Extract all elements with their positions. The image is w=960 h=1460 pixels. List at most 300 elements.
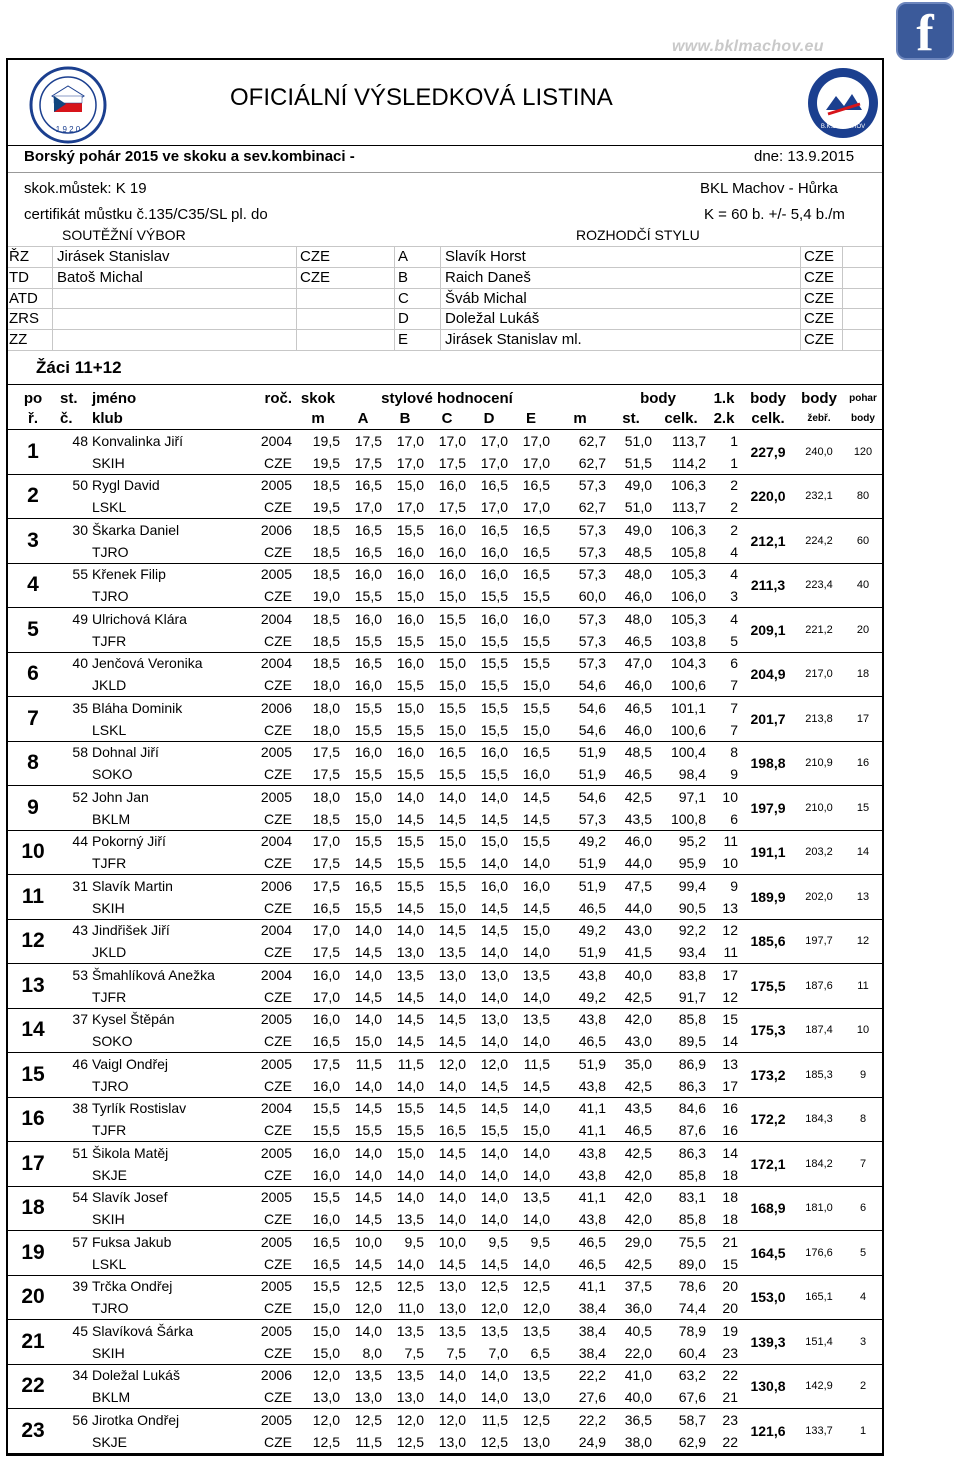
round2-value: 42,0	[608, 1208, 654, 1230]
ladder-points: 176,6	[796, 1231, 842, 1276]
round1-value: 14,5	[438, 1011, 466, 1028]
nationality: CZE	[242, 719, 294, 741]
start-number: 51	[72, 1144, 88, 1161]
round2-value: 19,0	[294, 585, 342, 607]
round2-value: 8,0	[342, 1342, 384, 1364]
round2-value: 14,0	[510, 941, 552, 963]
round2-value: 54,6	[552, 719, 608, 741]
round2-value: 46,0	[608, 585, 654, 607]
blank-cell	[58, 1431, 90, 1453]
hdr-c: C	[426, 409, 468, 430]
round2-value: 17,0	[384, 496, 426, 518]
competitor-name: Jenčová Veronika	[92, 655, 203, 672]
round1-value: 40,0	[624, 966, 652, 983]
round1-value: 43,8	[578, 966, 606, 983]
hdr-m2: m	[552, 409, 608, 430]
start-number: 37	[72, 1011, 88, 1028]
round1-value: 12	[722, 922, 738, 939]
round2-value: 51,9	[552, 763, 608, 785]
round1-value: 15	[722, 1011, 738, 1028]
round2-value: 46,5	[608, 1119, 654, 1141]
result-row	[8, 1097, 884, 1119]
round1-value: 14	[722, 1144, 738, 1161]
place: 5	[8, 608, 58, 653]
competitor-name: Slavík Josef	[92, 1189, 168, 1206]
round1-value: 14,0	[480, 1367, 508, 1384]
round2-value: 6,5	[510, 1342, 552, 1364]
result-row	[8, 430, 884, 452]
round2-value: 15,0	[384, 585, 426, 607]
round1-value: 42,5	[624, 788, 652, 805]
blank-cell	[58, 496, 90, 518]
round1-value: 46,0	[624, 833, 652, 850]
round2-value: 14,5	[384, 808, 426, 830]
round1-value: 16,0	[480, 744, 508, 761]
total-points: 153,0	[740, 1275, 796, 1320]
start-number: 57	[72, 1233, 88, 1250]
round2-value: 11	[708, 941, 740, 963]
round1-value: 51,0	[624, 432, 652, 449]
round2-value: 17,0	[384, 452, 426, 474]
committee-name: Batoš Michal	[57, 269, 143, 286]
nationality: CZE	[242, 1386, 294, 1408]
round1-value: 15,0	[522, 922, 550, 939]
round1-value: 14,5	[438, 922, 466, 939]
round1-value: 84,6	[678, 1100, 706, 1117]
birth-year: 2006	[260, 877, 292, 894]
cup-points: 1	[842, 1409, 884, 1454]
round2-value: 14,5	[510, 1075, 552, 1097]
round2-value: 17,5	[426, 452, 468, 474]
ladder-points: 210,0	[796, 786, 842, 831]
club-name: JKLD	[90, 674, 242, 696]
ladder-points: 184,2	[796, 1142, 842, 1187]
nationality: CZE	[242, 808, 294, 830]
round1-value: 16,5	[522, 566, 550, 583]
round1-value: 16,5	[438, 744, 466, 761]
result-row	[8, 830, 884, 852]
round2-value: 15,5	[510, 630, 552, 652]
round1-value: 15,5	[396, 1100, 424, 1117]
round1-value: 83,8	[678, 966, 706, 983]
club-name: TJRO	[90, 1297, 242, 1319]
round2-value: 15,5	[384, 674, 426, 696]
round1-value: 12,5	[396, 1278, 424, 1295]
round1-value: 15,0	[396, 1144, 424, 1161]
total-points: 191,1	[740, 830, 796, 875]
round2-value: 6	[708, 808, 740, 830]
place: 15	[8, 1053, 58, 1098]
birth-year: 2005	[260, 1011, 292, 1028]
blank-cell	[58, 808, 90, 830]
round1-value: 12,5	[354, 1278, 382, 1295]
round2-value: 17,0	[468, 452, 510, 474]
cup-points: 10	[842, 1008, 884, 1053]
hdr-jmeno: jméno	[92, 390, 137, 407]
round1-value: 13,5	[522, 1189, 550, 1206]
round2-value: 14,5	[510, 897, 552, 919]
round1-value: 17,0	[312, 922, 340, 939]
round1-value: 10	[722, 788, 738, 805]
round1-value: 57,3	[578, 566, 606, 583]
round2-value: 43,0	[608, 1030, 654, 1052]
judge-id: C	[398, 290, 409, 307]
competitor-name: Trčka Ondřej	[92, 1278, 173, 1295]
ladder-points: 142,9	[796, 1364, 842, 1409]
round2-value: 22	[708, 1431, 740, 1453]
round1-value: 49,2	[578, 922, 606, 939]
round1-value: 15,0	[438, 833, 466, 850]
round2-value: 15,0	[342, 808, 384, 830]
round2-value: 18,0	[294, 719, 342, 741]
round1-value: 11,5	[397, 1055, 424, 1072]
round2-value: 10	[708, 852, 740, 874]
start-number: 39	[72, 1278, 88, 1295]
judge-name: Šváb Michal	[445, 290, 527, 307]
round1-value: 14,5	[396, 1011, 424, 1028]
round1-value: 46,5	[624, 699, 652, 716]
round2-value: 14,5	[342, 1208, 384, 1230]
blank-cell	[58, 941, 90, 963]
round1-value: 51,9	[578, 744, 606, 761]
round1-value: 92,2	[678, 922, 706, 939]
nationality: CZE	[242, 1342, 294, 1364]
round1-value: 104,3	[670, 655, 706, 672]
club-name: BKLM	[90, 1386, 242, 1408]
blank-cell	[58, 1342, 90, 1364]
round1-value: 11	[723, 833, 738, 850]
birth-year: 2004	[260, 922, 292, 939]
round1-value: 17	[722, 966, 738, 983]
cup-points: 4	[842, 1275, 884, 1320]
blank-cell	[58, 1119, 90, 1141]
birth-year: 2005	[260, 1233, 292, 1250]
committee-heading: SOUTĚŽNÍ VÝBOR	[62, 227, 186, 243]
nationality: CZE	[242, 541, 294, 563]
judge-name: Doležal Lukáš	[445, 310, 540, 327]
cup-points: 6	[842, 1186, 884, 1231]
round2-value: 100,8	[654, 808, 708, 830]
start-number: 53	[72, 966, 88, 983]
cup-points: 7	[842, 1142, 884, 1187]
round1-value: 14,0	[438, 1367, 466, 1384]
place: 19	[8, 1231, 58, 1276]
round1-value: 42,5	[624, 1144, 652, 1161]
round2-value: 43,5	[608, 808, 654, 830]
page-title: OFICIÁLNÍ VÝSLEDKOVÁ LISTINA	[230, 84, 613, 111]
round2-value: 14,5	[384, 986, 426, 1008]
round1-value: 97,1	[678, 788, 706, 805]
club-name: SOKO	[90, 1030, 242, 1052]
round1-value: 15,0	[480, 833, 508, 850]
round1-value: 85,8	[678, 1011, 706, 1028]
round1-value: 47,5	[624, 877, 652, 894]
ladder-points: 181,0	[796, 1186, 842, 1231]
round2-value: 51,9	[552, 941, 608, 963]
round2-value: 15,5	[468, 630, 510, 652]
round2-value: 16,0	[294, 1075, 342, 1097]
total-points: 172,2	[740, 1097, 796, 1142]
round2-value: 15,0	[510, 1119, 552, 1141]
round1-value: 16,0	[354, 744, 382, 761]
round1-value: 13,5	[396, 966, 424, 983]
round2-value: 46,5	[552, 1030, 608, 1052]
round2-value: 57,3	[552, 808, 608, 830]
round2-value: 62,7	[552, 452, 608, 474]
ladder-points: 232,1	[796, 474, 842, 519]
result-row	[8, 964, 884, 986]
birth-year: 2004	[260, 655, 292, 672]
nationality: CZE	[242, 1119, 294, 1141]
round1-value: 16,0	[438, 477, 466, 494]
birth-year: 2006	[260, 521, 292, 538]
round2-value: 43,8	[552, 1164, 608, 1186]
round1-value: 16,5	[480, 521, 508, 538]
hdr-pohar: pohar	[849, 393, 877, 404]
round2-value: 18	[708, 1164, 740, 1186]
round1-value: 15,5	[396, 521, 424, 538]
round2-value: 14,0	[510, 1253, 552, 1275]
round1-value: 16,0	[312, 966, 340, 983]
round1-value: 7	[730, 699, 738, 716]
total-points: 209,1	[740, 608, 796, 653]
round1-value: 51,9	[578, 1055, 606, 1072]
round2-value: 51,5	[608, 452, 654, 474]
ladder-points: 223,4	[796, 563, 842, 608]
blank-cell	[58, 719, 90, 741]
round2-value: 89,5	[654, 1030, 708, 1052]
round1-value: 14,0	[522, 1100, 550, 1117]
round2-value: 15,5	[342, 1119, 384, 1141]
round2-value: 15,5	[426, 852, 468, 874]
round1-value: 17,5	[312, 877, 340, 894]
round1-value: 13,5	[396, 1322, 424, 1339]
ladder-points: 185,3	[796, 1053, 842, 1098]
round2-value: 15,5	[384, 630, 426, 652]
round1-value: 13,5	[522, 1367, 550, 1384]
round2-value: 85,8	[654, 1208, 708, 1230]
competitor-name: Bláha Dominik	[92, 699, 183, 716]
round2-value: 12	[708, 986, 740, 1008]
round2-value: 16	[708, 1119, 740, 1141]
start-number: 40	[72, 655, 88, 672]
competitor-name: Slavíková Šárka	[92, 1322, 194, 1339]
round1-value: 15,5	[522, 699, 550, 716]
competitor-name: Kysel Štěpán	[92, 1011, 175, 1028]
round2-value: 14,0	[426, 1075, 468, 1097]
round1-value: 57,3	[578, 655, 606, 672]
round2-value: 41,1	[552, 1119, 608, 1141]
blank-cell	[58, 986, 90, 1008]
round2-value: 74,4	[654, 1297, 708, 1319]
round1-value: 57,3	[578, 610, 606, 627]
ladder-points: 187,6	[796, 964, 842, 1009]
hdr-styl: stylové hodnocení	[381, 390, 513, 407]
total-points: 164,5	[740, 1231, 796, 1276]
round2-value: 60,4	[654, 1342, 708, 1364]
ladder-points: 197,7	[796, 919, 842, 964]
total-points: 168,9	[740, 1186, 796, 1231]
total-points: 201,7	[740, 697, 796, 742]
nationality: CZE	[242, 852, 294, 874]
round2-value: 57,3	[552, 630, 608, 652]
round1-value: 49,2	[578, 833, 606, 850]
competitor-name: Křenek Filip	[92, 566, 166, 583]
round1-value: 41,1	[578, 1189, 606, 1206]
round2-value: 89,0	[654, 1253, 708, 1275]
round2-value: 7	[708, 719, 740, 741]
round2-value: 14,5	[384, 1030, 426, 1052]
round1-value: 12,0	[480, 1055, 508, 1072]
cup-points: 120	[842, 430, 884, 475]
place: 9	[8, 786, 58, 831]
round1-value: 13,5	[438, 1322, 466, 1339]
competitor-name: Jindřišek Jiří	[92, 922, 170, 939]
round1-value: 38,4	[578, 1322, 606, 1339]
round2-value: 36,0	[608, 1297, 654, 1319]
place: 8	[8, 741, 58, 786]
round1-value: 10,0	[438, 1233, 466, 1250]
round1-value: 54,6	[578, 788, 606, 805]
blank-cell	[58, 1208, 90, 1230]
result-row	[8, 474, 884, 496]
round2-value: 7,5	[426, 1342, 468, 1364]
round1-value: 41,0	[624, 1367, 652, 1384]
round1-value: 18,0	[312, 699, 340, 716]
place: 11	[8, 875, 58, 920]
judge-id: B	[398, 269, 409, 286]
nationality: CZE	[242, 1164, 294, 1186]
website-url[interactable]: www.bklmachov.eu	[672, 38, 824, 55]
round2-value: 40,0	[608, 1386, 654, 1408]
round1-value: 15,5	[438, 877, 466, 894]
round2-value: 42,0	[608, 1164, 654, 1186]
nationality: CZE	[242, 674, 294, 696]
round1-value: 83,1	[678, 1189, 706, 1206]
nationality: CZE	[242, 941, 294, 963]
result-row	[8, 1364, 884, 1386]
round2-value: 17,0	[510, 452, 552, 474]
club-name: SOKO	[90, 763, 242, 785]
round2-value: 16,5	[294, 1030, 342, 1052]
nationality: CZE	[242, 1208, 294, 1230]
round2-value: 90,5	[654, 897, 708, 919]
ladder-points: 187,4	[796, 1008, 842, 1053]
competitor-name: Jirotka Ondřej	[92, 1411, 180, 1428]
nationality: CZE	[242, 1075, 294, 1097]
club-name: BKLM	[90, 808, 242, 830]
round2-value: 2	[708, 496, 740, 518]
committee-name: Jirásek Stanislav	[57, 248, 170, 265]
hdr-body3: body	[801, 390, 837, 407]
committee-nat: CZE	[300, 269, 330, 286]
judge-name: Jirásek Stanislav ml.	[445, 331, 582, 348]
round2-value: 13	[708, 897, 740, 919]
round1-value: 14,5	[354, 1189, 382, 1206]
round2-value: 17,0	[294, 986, 342, 1008]
round1-value: 43,8	[578, 1144, 606, 1161]
round1-value: 15,5	[522, 833, 550, 850]
round1-value: 8	[730, 744, 738, 761]
round1-value: 6	[730, 655, 738, 672]
total-points: 172,1	[740, 1142, 796, 1187]
birth-year: 2004	[260, 1100, 292, 1117]
nationality: CZE	[242, 452, 294, 474]
competitor-name: Tyrlík Rostislav	[92, 1100, 187, 1117]
round1-value: 51,9	[578, 877, 606, 894]
round1-value: 15,0	[354, 788, 382, 805]
round1-value: 17,0	[396, 432, 424, 449]
round2-value: 15,5	[384, 852, 426, 874]
competitor-name: Dohnal Jiří	[92, 744, 159, 761]
event-name: Borský pohár 2015 ve skoku a sev.kombinaci -	[24, 148, 355, 165]
round1-value: 12,0	[312, 1367, 340, 1384]
round2-value: 15,0	[426, 897, 468, 919]
round2-value: 12,5	[384, 1431, 426, 1453]
birth-year: 2005	[260, 1278, 292, 1295]
round2-value: 4	[708, 541, 740, 563]
round1-value: 15,0	[396, 477, 424, 494]
round2-value: 14,0	[468, 1386, 510, 1408]
round2-value: 15,5	[468, 585, 510, 607]
nationality: CZE	[242, 1431, 294, 1453]
facebook-icon[interactable]: f	[896, 2, 954, 60]
ladder-points: 221,2	[796, 608, 842, 653]
hdr-k1: 1.k	[713, 390, 735, 407]
result-row	[8, 1008, 884, 1030]
round2-value: 11,0	[384, 1297, 426, 1319]
nationality: CZE	[242, 585, 294, 607]
round1-value: 54,6	[578, 699, 606, 716]
round1-value: 16,5	[522, 521, 550, 538]
hill-size: skok.můstek: K 19	[24, 180, 147, 197]
round2-value: 46,5	[608, 630, 654, 652]
judge-id: E	[398, 331, 409, 348]
place: 7	[8, 697, 58, 742]
round2-value: 38,4	[552, 1297, 608, 1319]
round1-value: 17,5	[312, 1055, 340, 1072]
round1-value: 62,7	[578, 432, 606, 449]
round1-value: 78,6	[678, 1278, 706, 1295]
round2-value: 17,0	[342, 496, 384, 518]
round1-value: 18,5	[312, 655, 340, 672]
round1-value: 49,0	[624, 521, 652, 538]
round2-value: 46,0	[608, 674, 654, 696]
round2-value: 14,0	[468, 941, 510, 963]
round1-value: 2	[730, 477, 738, 494]
total-points: 211,3	[740, 563, 796, 608]
round1-value: 15,0	[396, 699, 424, 716]
round2-value: 3	[708, 585, 740, 607]
round2-value: 17,5	[294, 763, 342, 785]
round2-value: 19,5	[294, 496, 342, 518]
total-points: 139,3	[740, 1320, 796, 1365]
round1-value: 29,0	[624, 1233, 652, 1250]
round2-value: 7,0	[468, 1342, 510, 1364]
hdr-k2: 2.k	[708, 409, 740, 430]
committee-role: TD	[9, 269, 29, 286]
round1-value: 17,0	[480, 432, 508, 449]
round1-value: 13,5	[522, 1011, 550, 1028]
round1-value: 41,1	[578, 1278, 606, 1295]
round1-value: 11,5	[355, 1055, 382, 1072]
blank-cell	[58, 763, 90, 785]
round2-value: 46,5	[552, 897, 608, 919]
start-number: 52	[72, 788, 88, 805]
hdr-e: E	[510, 409, 552, 430]
birth-year: 2006	[260, 1367, 292, 1384]
round1-value: 16,0	[480, 877, 508, 894]
